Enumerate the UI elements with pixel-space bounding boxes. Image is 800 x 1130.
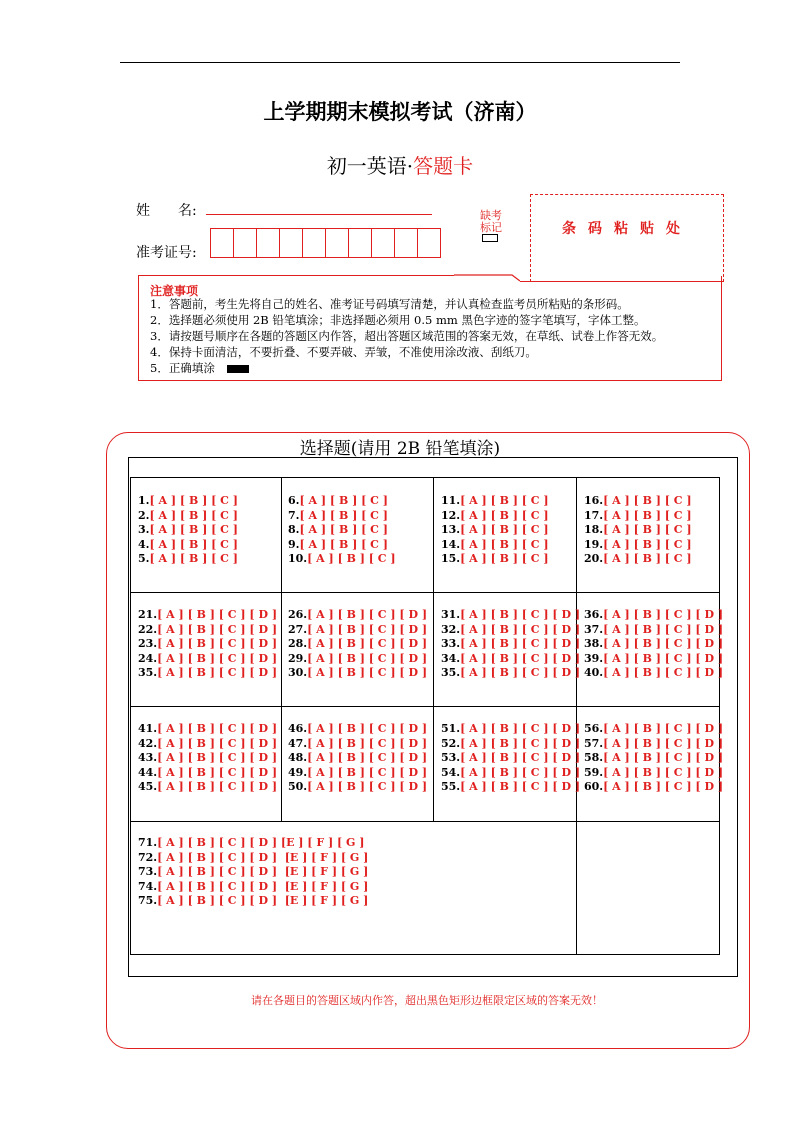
- question-row[interactable]: [288, 666, 427, 681]
- id-digit-box[interactable]: [325, 228, 349, 258]
- answer-options[interactable]: [ A ] [ B ] [ C ] [ D ]: [157, 666, 278, 680]
- question-row[interactable]: [441, 552, 549, 567]
- barcode-label: 条码粘贴处: [562, 221, 692, 237]
- question-row[interactable]: [441, 737, 580, 752]
- answer-options[interactable]: [ A ] [ B ] [ C ]: [299, 537, 388, 551]
- id-digit-box[interactable]: [417, 228, 441, 258]
- question-number: 41.: [138, 722, 158, 735]
- question-block: [138, 836, 368, 909]
- question-number: 54.: [441, 765, 461, 779]
- question-row[interactable]: [138, 623, 277, 638]
- answer-options[interactable]: [ A ] [ B ] [ C ]: [460, 508, 549, 522]
- question-number: 19.: [584, 537, 604, 551]
- question-row[interactable]: [288, 552, 396, 567]
- question-block: [584, 494, 692, 567]
- answer-options[interactable]: [ A ] [ B ] [ C ] [ D ]: [157, 780, 278, 794]
- question-number: 46.: [288, 722, 308, 735]
- question-number: 42.: [138, 736, 158, 750]
- question-number: 5.: [138, 552, 150, 566]
- question-number: 20.: [584, 552, 604, 566]
- question-row[interactable]: [584, 780, 723, 795]
- answer-options[interactable]: [ A ] [ B ] [ C ]: [299, 508, 388, 522]
- question-number: 53.: [441, 751, 461, 765]
- answer-options[interactable]: [ A ] [ B ] [ C ] [ D ]: [603, 736, 724, 750]
- question-row[interactable]: [138, 666, 277, 681]
- question-row[interactable]: [584, 552, 692, 567]
- question-row[interactable]: [138, 737, 277, 752]
- subtitle-card-label: 答题卡: [413, 154, 474, 178]
- answer-options[interactable]: [ A ] [ B ] [ C ]: [460, 552, 549, 566]
- subtitle-subject: 初一英语·: [326, 154, 414, 178]
- answer-options[interactable]: [ A ] [ B ] [ C ]: [603, 552, 692, 566]
- question-row[interactable]: [584, 666, 723, 681]
- question-number: 45.: [138, 780, 158, 794]
- question-number: 6.: [288, 494, 300, 507]
- question-number: 49.: [288, 765, 308, 779]
- question-number: 58.: [584, 751, 604, 765]
- notice-item: 5．正确填涂: [150, 361, 215, 375]
- answer-options[interactable]: [ A ] [ B ] [ C ] [ D ]: [307, 780, 428, 794]
- question-number: 2.: [138, 508, 150, 522]
- grid-divider: [131, 592, 719, 593]
- answer-options[interactable]: [ A ] [ B ] [ C ]: [149, 494, 238, 507]
- id-digit-box[interactable]: [233, 228, 257, 258]
- answer-options[interactable]: [ A ] [ B ] [ C ]: [603, 508, 692, 522]
- answer-options[interactable]: [ A ] [ B ] [ C ]: [299, 523, 388, 537]
- question-row[interactable]: [288, 494, 396, 509]
- question-row[interactable]: [441, 623, 580, 638]
- barcode-area: [530, 194, 724, 282]
- answer-options[interactable]: [ A ] [ B ] [ C ]: [460, 494, 549, 507]
- card-subtitle: [0, 150, 800, 179]
- question-number: 21.: [138, 608, 158, 621]
- answer-options[interactable]: [ A ] [ B ] [ C ] [ D ]: [603, 651, 724, 665]
- question-number: 18.: [584, 523, 604, 537]
- question-row[interactable]: [584, 637, 723, 652]
- name-label: 姓 名:: [136, 203, 197, 219]
- question-row[interactable]: [288, 722, 427, 737]
- answer-options[interactable]: [ A ] [ B ] [ C ] [ D ]: [307, 651, 428, 665]
- answer-options[interactable]: [ A ] [ B ] [ C ]: [603, 494, 692, 507]
- id-digit-box[interactable]: [394, 228, 418, 258]
- question-row[interactable]: [441, 780, 580, 795]
- id-digit-box[interactable]: [348, 228, 372, 258]
- question-number: 34.: [441, 651, 461, 665]
- question-row[interactable]: [288, 751, 427, 766]
- question-number: 29.: [288, 651, 308, 665]
- answer-options[interactable]: [ A ] [ B ] [ C ] [ D ] [E ] [ F ] [ G ]: [157, 836, 365, 849]
- answer-options[interactable]: [ A ] [ B ] [ C ] [ D ]: [307, 765, 428, 779]
- question-row[interactable]: [138, 652, 277, 667]
- question-row[interactable]: [441, 637, 580, 652]
- question-row[interactable]: [288, 523, 396, 538]
- question-row[interactable]: [441, 509, 549, 524]
- answer-options[interactable]: [ A ] [ B ] [ C ] [ D ]: [307, 608, 428, 621]
- notice-title: 注意事项: [150, 284, 199, 298]
- question-number: 52.: [441, 736, 461, 750]
- notice-item: 2．选择题必须使用 2B 铅笔填涂；非选择题必须用 0.5 mm 黑色字迹的签字笔填写，字体工整。: [150, 313, 646, 327]
- question-block: [441, 722, 580, 795]
- question-row[interactable]: [288, 538, 396, 553]
- question-block: [584, 722, 723, 795]
- question-number: 44.: [138, 765, 158, 779]
- answer-options[interactable]: [ A ] [ B ] [ C ] [ D ]: [603, 637, 724, 651]
- question-number: 73.: [138, 865, 158, 879]
- grid-divider: [131, 706, 719, 707]
- answer-options[interactable]: [ A ] [ B ] [ C ] [ D ]: [157, 622, 278, 636]
- id-digit-box[interactable]: [279, 228, 303, 258]
- question-row[interactable]: [584, 494, 692, 509]
- question-block: [584, 608, 723, 681]
- name-field[interactable]: [206, 214, 432, 215]
- question-number: 31.: [441, 608, 461, 621]
- answer-options[interactable]: [ A ] [ B ] [ C ]: [307, 552, 396, 566]
- question-number: 37.: [584, 622, 604, 636]
- notice-item: 3．请按题号顺序在各题的答题区内作答，超出答题区域范围的答案无效，在草纸、试卷上作答无效。: [150, 329, 664, 343]
- answer-options[interactable]: [ A ] [ B ] [ C ] [ D ]: [460, 622, 581, 636]
- question-row[interactable]: [288, 623, 427, 638]
- question-row[interactable]: [138, 780, 277, 795]
- question-row[interactable]: [441, 722, 580, 737]
- question-row[interactable]: [288, 608, 427, 623]
- answer-options[interactable]: [ A ] [ B ] [ C ] [ D ]: [307, 736, 428, 750]
- question-row[interactable]: [584, 722, 723, 737]
- question-row[interactable]: [288, 637, 427, 652]
- question-block: [138, 494, 238, 567]
- question-number: 8.: [288, 523, 300, 537]
- question-number: 16.: [584, 494, 604, 507]
- question-number: 38.: [584, 637, 604, 651]
- question-row[interactable]: [138, 538, 238, 553]
- answer-options[interactable]: [ A ] [ B ] [ C ] [ D ]: [157, 765, 278, 779]
- id-label: 准考证号:: [136, 245, 197, 261]
- absent-mark-label: 缺考标记: [480, 209, 502, 234]
- question-number: 50.: [288, 780, 308, 794]
- question-block: [138, 608, 277, 681]
- question-row[interactable]: [288, 780, 427, 795]
- question-block: [441, 494, 549, 567]
- answer-options[interactable]: [ A ] [ B ] [ C ] [ D ] [E ] [ F ] [ G ]: [157, 894, 369, 908]
- id-digit-box[interactable]: [302, 228, 326, 258]
- question-row[interactable]: [138, 766, 277, 781]
- answer-options[interactable]: [ A ] [ B ] [ C ] [ D ]: [157, 722, 278, 735]
- answer-options[interactable]: [ A ] [ B ] [ C ] [ D ]: [460, 637, 581, 651]
- question-number: 35.: [138, 666, 158, 680]
- answer-options[interactable]: [ A ] [ B ] [ C ]: [149, 523, 238, 537]
- answer-options[interactable]: [ A ] [ B ] [ C ]: [603, 523, 692, 537]
- answer-options[interactable]: [ A ] [ B ] [ C ] [ D ]: [460, 780, 581, 794]
- question-row[interactable]: [288, 509, 396, 524]
- question-number: 10.: [288, 552, 308, 566]
- answer-options[interactable]: [ A ] [ B ] [ C ] [ D ] [E ] [ F ] [ G ]: [157, 850, 369, 864]
- question-row[interactable]: [138, 836, 368, 851]
- answer-options[interactable]: [ A ] [ B ] [ C ] [ D ]: [157, 736, 278, 750]
- question-row[interactable]: [584, 751, 723, 766]
- question-number: 27.: [288, 622, 308, 636]
- question-row[interactable]: [288, 652, 427, 667]
- question-block: [138, 722, 277, 795]
- question-row[interactable]: [584, 737, 723, 752]
- question-number: 32.: [441, 622, 461, 636]
- question-row[interactable]: [138, 751, 277, 766]
- question-block: [288, 608, 427, 681]
- answer-options[interactable]: [ A ] [ B ] [ C ]: [460, 523, 549, 537]
- id-digit-box[interactable]: [371, 228, 395, 258]
- answer-options[interactable]: [ A ] [ B ] [ C ]: [149, 508, 238, 522]
- question-number: 57.: [584, 736, 604, 750]
- answer-options[interactable]: [ A ] [ B ] [ C ] [ D ]: [460, 666, 581, 680]
- question-row[interactable]: [584, 652, 723, 667]
- question-row[interactable]: [441, 751, 580, 766]
- question-number: 43.: [138, 751, 158, 765]
- answer-options[interactable]: [ A ] [ B ] [ C ] [ D ]: [603, 722, 724, 735]
- question-number: 30.: [288, 666, 308, 680]
- answer-options[interactable]: [ A ] [ B ] [ C ] [ D ]: [157, 651, 278, 665]
- absent-mark-box[interactable]: [482, 234, 498, 242]
- question-row[interactable]: [138, 523, 238, 538]
- id-digit-box[interactable]: [210, 228, 234, 258]
- question-number: 56.: [584, 722, 604, 735]
- id-number-boxes[interactable]: [210, 228, 440, 258]
- question-row[interactable]: [138, 722, 277, 737]
- answer-options[interactable]: [ A ] [ B ] [ C ] [ D ]: [460, 608, 581, 621]
- question-row[interactable]: [138, 552, 238, 567]
- grid-divider: [281, 477, 282, 821]
- question-row[interactable]: [138, 509, 238, 524]
- choice-section-title: 选择题(请用 2B 铅笔填涂): [299, 439, 501, 459]
- question-row[interactable]: [288, 766, 427, 781]
- question-row[interactable]: [441, 523, 549, 538]
- question-number: 60.: [584, 780, 604, 794]
- question-row[interactable]: [138, 637, 277, 652]
- question-number: 14.: [441, 537, 461, 551]
- question-row[interactable]: [584, 509, 692, 524]
- question-number: 72.: [138, 850, 158, 864]
- answer-options[interactable]: [ A ] [ B ] [ C ] [ D ]: [603, 666, 724, 680]
- question-number: 35.: [441, 666, 461, 680]
- answer-options[interactable]: [ A ] [ B ] [ C ] [ D ]: [307, 666, 428, 680]
- question-number: 26.: [288, 608, 308, 621]
- question-number: 28.: [288, 637, 308, 651]
- id-digit-box[interactable]: [256, 228, 280, 258]
- question-row[interactable]: [441, 652, 580, 667]
- question-row[interactable]: [584, 608, 723, 623]
- answer-options[interactable]: [ A ] [ B ] [ C ]: [460, 537, 549, 551]
- answer-options[interactable]: [ A ] [ B ] [ C ] [ D ]: [460, 751, 581, 765]
- question-row[interactable]: [441, 494, 549, 509]
- question-row[interactable]: [288, 737, 427, 752]
- question-row[interactable]: [441, 666, 580, 681]
- answer-options[interactable]: [ A ] [ B ] [ C ] [ D ] [E ] [ F ] [ G ]: [157, 879, 369, 893]
- question-number: 1.: [138, 494, 150, 507]
- answer-options[interactable]: [ A ] [ B ] [ C ] [ D ]: [307, 722, 428, 735]
- notice-item: 1．答题前，考生先将自己的姓名、准考证号码填写清楚，并认真检查监考员所粘贴的条形码。: [150, 297, 629, 311]
- answer-options[interactable]: [ A ] [ B ] [ C ] [ D ]: [603, 765, 724, 779]
- grid-divider: [131, 821, 719, 822]
- question-number: 12.: [441, 508, 461, 522]
- question-number: 13.: [441, 523, 461, 537]
- answer-options[interactable]: [ A ] [ B ] [ C ]: [299, 494, 388, 507]
- answer-options[interactable]: [ A ] [ B ] [ C ] [ D ]: [157, 637, 278, 651]
- question-row[interactable]: [138, 865, 368, 880]
- exam-title: 上学期期末模拟考试（济南）: [263, 99, 537, 124]
- question-block: [288, 494, 396, 567]
- question-block: [288, 722, 427, 795]
- question-number: 17.: [584, 508, 604, 522]
- question-number: 74.: [138, 879, 158, 893]
- question-number: 15.: [441, 552, 461, 566]
- question-number: 36.: [584, 608, 604, 621]
- question-number: 59.: [584, 765, 604, 779]
- question-number: 11.: [441, 494, 461, 507]
- top-rule: [120, 62, 680, 63]
- question-number: 9.: [288, 537, 300, 551]
- grid-divider: [433, 477, 434, 821]
- question-number: 71.: [138, 836, 158, 849]
- answer-options[interactable]: [ A ] [ B ] [ C ] [ D ]: [603, 751, 724, 765]
- correct-fill-example: [227, 365, 249, 373]
- question-number: 22.: [138, 622, 158, 636]
- answer-options[interactable]: [ A ] [ B ] [ C ] [ D ]: [307, 637, 428, 651]
- question-number: 23.: [138, 637, 158, 651]
- question-row[interactable]: [138, 851, 368, 866]
- question-number: 40.: [584, 666, 604, 680]
- answer-options[interactable]: [ A ] [ B ] [ C ] [ D ]: [307, 622, 428, 636]
- question-row[interactable]: [138, 608, 277, 623]
- question-number: 33.: [441, 637, 461, 651]
- answer-options[interactable]: [ A ] [ B ] [ C ] [ D ]: [460, 765, 581, 779]
- answer-options[interactable]: [ A ] [ B ] [ C ]: [149, 552, 238, 566]
- question-row[interactable]: [138, 880, 368, 895]
- question-number: 48.: [288, 751, 308, 765]
- answer-options[interactable]: [ A ] [ B ] [ C ] [ D ]: [307, 751, 428, 765]
- answer-options[interactable]: [ A ] [ B ] [ C ] [ D ] [E ] [ F ] [ G ]: [157, 865, 369, 879]
- answer-options[interactable]: [ A ] [ B ] [ C ] [ D ]: [460, 651, 581, 665]
- question-row[interactable]: [584, 623, 723, 638]
- question-number: 7.: [288, 508, 300, 522]
- answer-options[interactable]: [ A ] [ B ] [ C ]: [603, 537, 692, 551]
- grid-divider: [576, 477, 577, 954]
- question-row[interactable]: [441, 608, 580, 623]
- question-row[interactable]: [138, 894, 368, 909]
- answer-options[interactable]: [ A ] [ B ] [ C ] [ D ]: [603, 780, 724, 794]
- footer-warning: 请在各题目的答题区域内作答，超出黑色矩形边框限定区域的答案无效！: [251, 994, 603, 1007]
- question-number: 55.: [441, 780, 461, 794]
- question-row[interactable]: [441, 538, 549, 553]
- answer-options[interactable]: [ A ] [ B ] [ C ] [ D ]: [460, 736, 581, 750]
- answer-options[interactable]: [ A ] [ B ] [ C ] [ D ]: [460, 722, 581, 735]
- question-row[interactable]: [584, 523, 692, 538]
- question-row[interactable]: [441, 766, 580, 781]
- question-number: 24.: [138, 651, 158, 665]
- question-number: 51.: [441, 722, 461, 735]
- question-number: 39.: [584, 651, 604, 665]
- answer-options[interactable]: [ A ] [ B ] [ C ] [ D ]: [603, 608, 724, 621]
- question-row[interactable]: [584, 766, 723, 781]
- question-number: 75.: [138, 894, 158, 908]
- question-row[interactable]: [584, 538, 692, 553]
- answer-options[interactable]: [ A ] [ B ] [ C ]: [149, 537, 238, 551]
- answer-options[interactable]: [ A ] [ B ] [ C ] [ D ]: [157, 608, 278, 621]
- question-row[interactable]: [138, 494, 238, 509]
- question-number: 47.: [288, 736, 308, 750]
- question-number: 3.: [138, 523, 150, 537]
- notice-item: 4．保持卡面清洁，不要折叠、不要弄破、弄皱，不准使用涂改液、刮纸刀。: [150, 345, 537, 359]
- answer-options[interactable]: [ A ] [ B ] [ C ] [ D ]: [603, 622, 724, 636]
- question-number: 4.: [138, 537, 150, 551]
- question-block: [441, 608, 580, 681]
- answer-options[interactable]: [ A ] [ B ] [ C ] [ D ]: [157, 751, 278, 765]
